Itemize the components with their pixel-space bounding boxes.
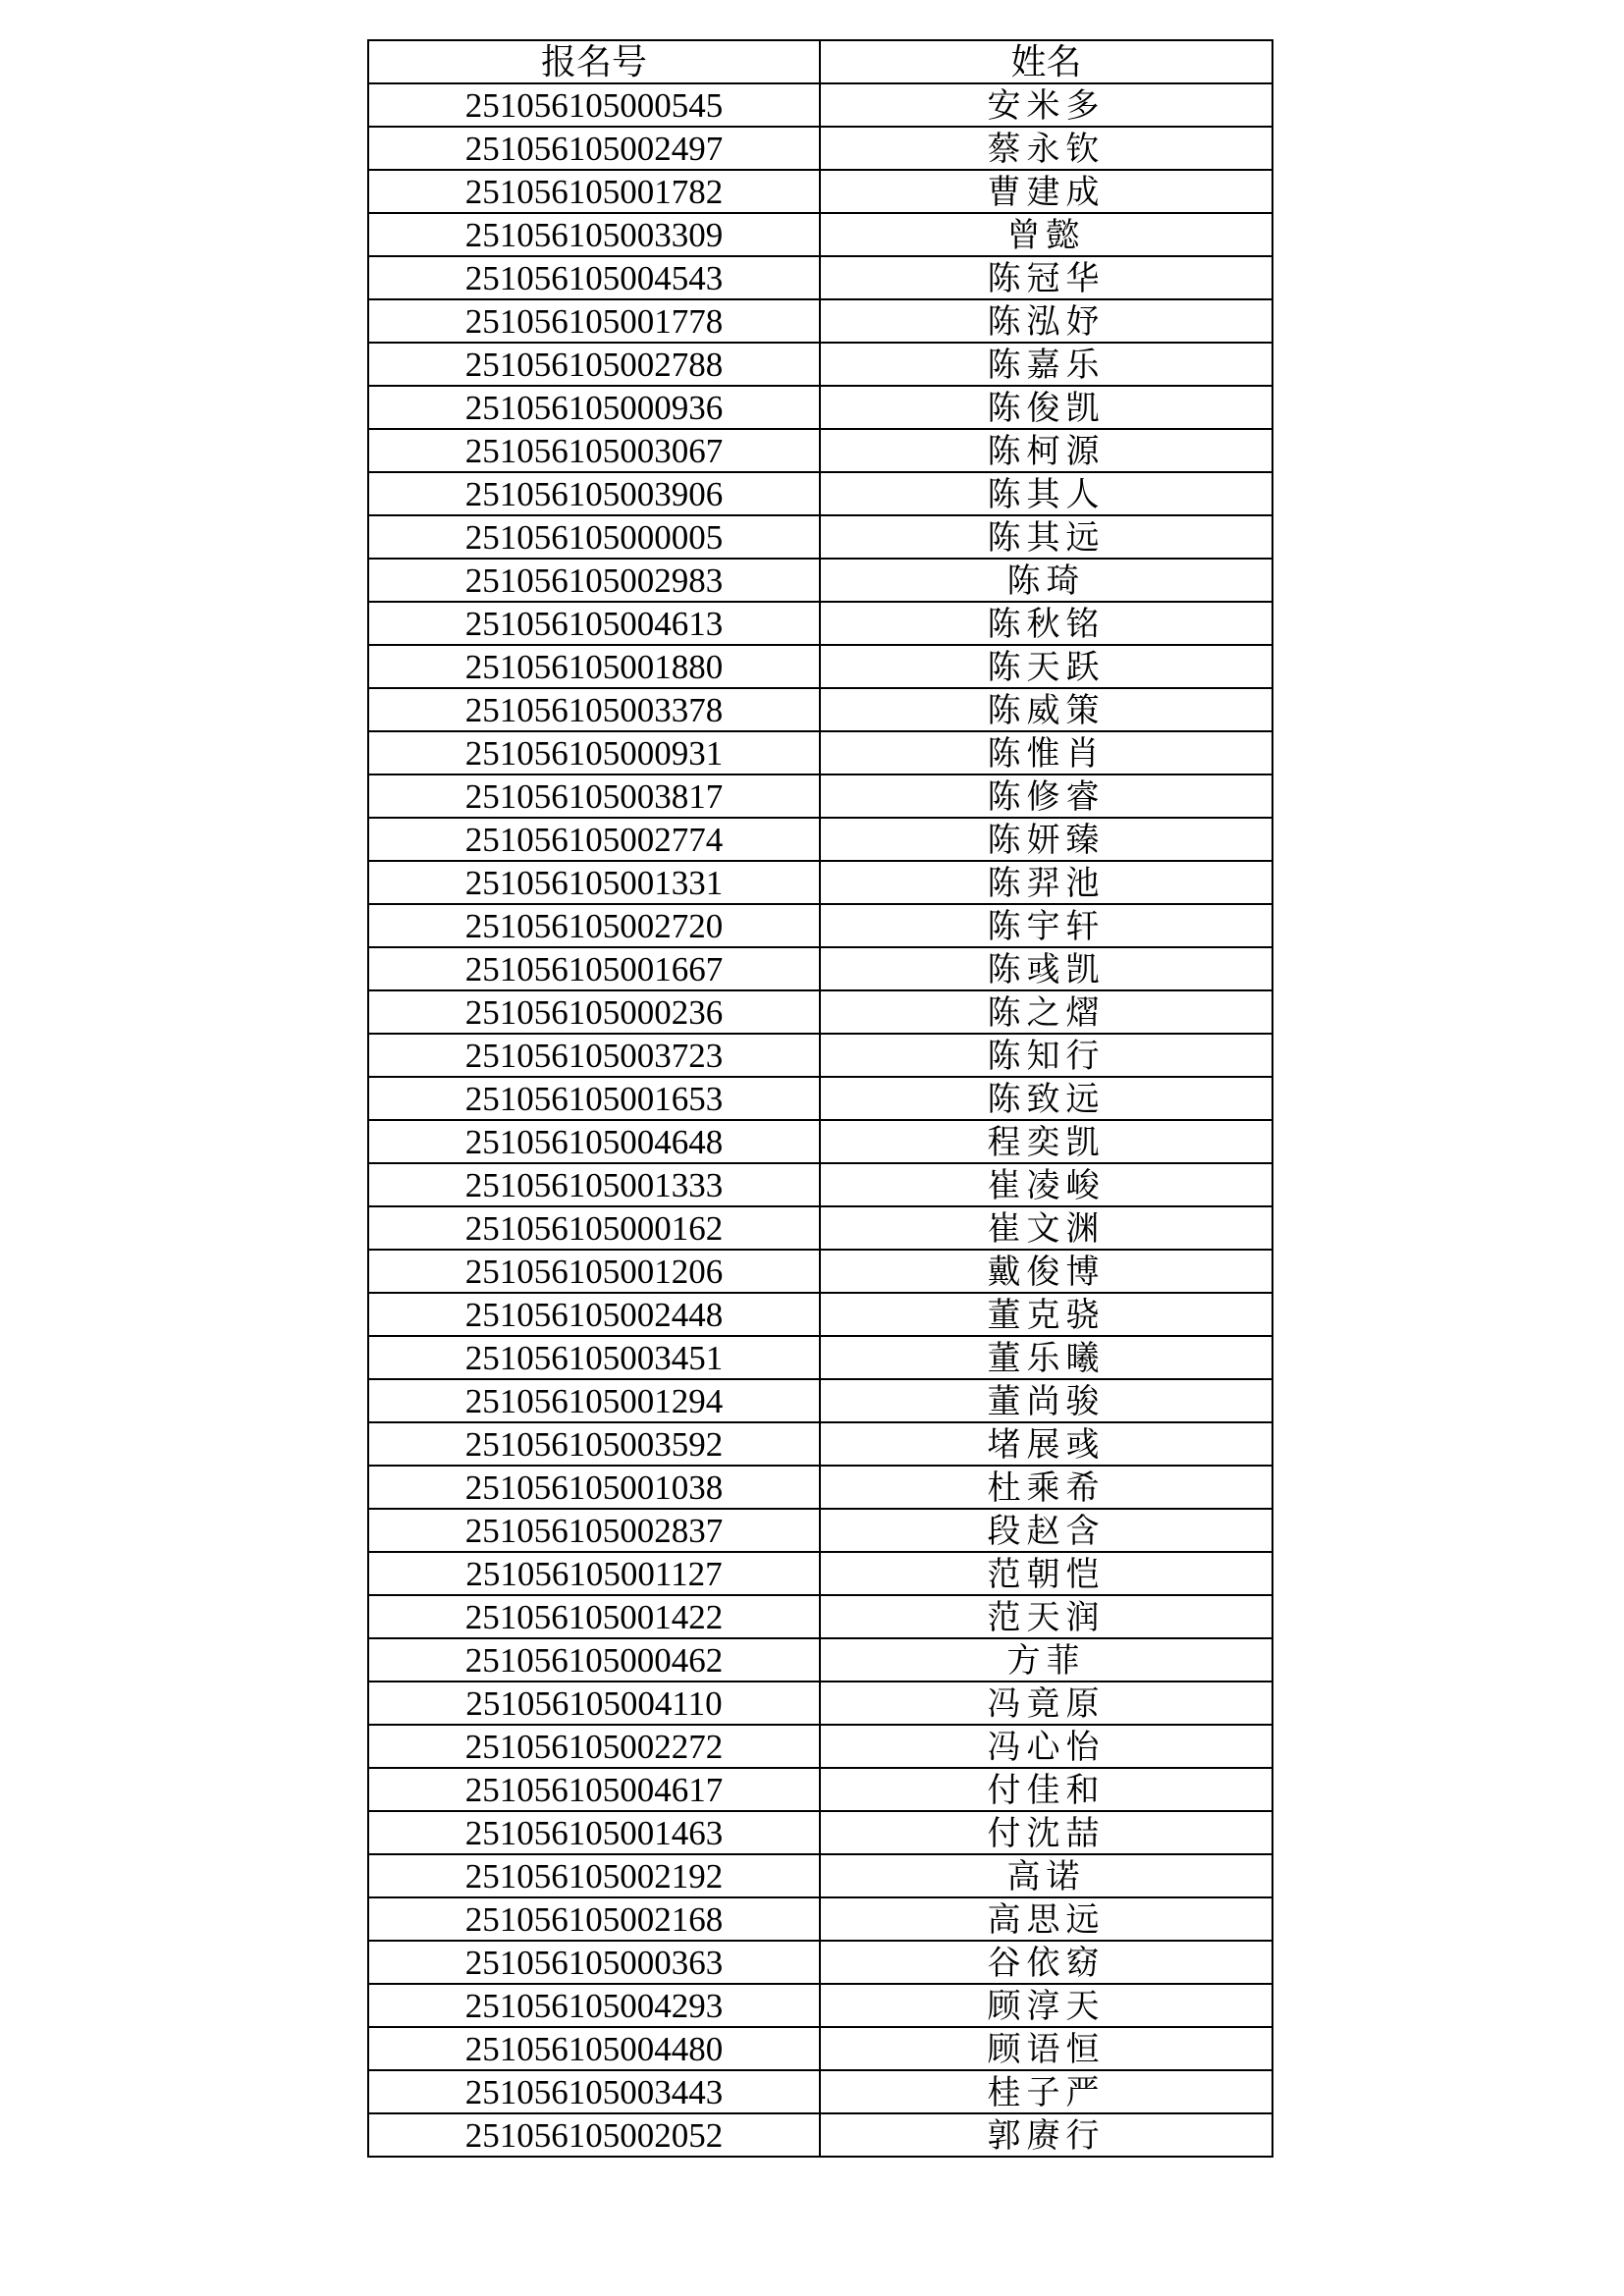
- registration-number-cell: 251056105000931: [368, 731, 820, 774]
- table-row: [368, 1768, 1272, 1811]
- registration-number-cell: 251056105001422: [368, 1595, 820, 1638]
- registration-number-cell: 251056105000545: [368, 83, 820, 127]
- name-cell: 安米多: [820, 83, 1272, 127]
- name-cell: 方菲: [820, 1638, 1272, 1682]
- registration-number-cell: 251056105003451: [368, 1336, 820, 1379]
- name-cell: 高思远: [820, 1897, 1272, 1941]
- table-row: [368, 602, 1272, 645]
- name-cell: 陈冠华: [820, 256, 1272, 299]
- registration-number-cell: 251056105003378: [368, 688, 820, 731]
- table-row: [368, 861, 1272, 904]
- registration-number-cell: 251056105002788: [368, 343, 820, 386]
- name-cell: 顾语恒: [820, 2027, 1272, 2070]
- name-cell: 陈之熠: [820, 990, 1272, 1034]
- name-cell: 陈彧凯: [820, 947, 1272, 990]
- registration-number-cell: 251056105002837: [368, 1509, 820, 1552]
- registration-number-cell: 251056105003906: [368, 472, 820, 515]
- name-cell: 堵展彧: [820, 1422, 1272, 1466]
- registration-number-cell: 251056105004543: [368, 256, 820, 299]
- registration-number-cell: 251056105004293: [368, 1984, 820, 2027]
- registration-number-cell: 251056105001463: [368, 1811, 820, 1854]
- table-row: [368, 1595, 1272, 1638]
- registration-number-cell: 251056105001880: [368, 645, 820, 688]
- registration-number-cell: 251056105000462: [368, 1638, 820, 1682]
- name-cell: 陈俊凯: [820, 386, 1272, 429]
- registration-number-cell: 251056105001653: [368, 1077, 820, 1120]
- table-row: [368, 299, 1272, 343]
- name-cell: 陈柯源: [820, 429, 1272, 472]
- name-cell: 陈天跃: [820, 645, 1272, 688]
- name-cell: 崔凌峻: [820, 1163, 1272, 1206]
- table-row: [368, 904, 1272, 947]
- table-row: [368, 1854, 1272, 1897]
- registration-number-cell: 251056105002983: [368, 559, 820, 602]
- registration-number-cell: 251056105003592: [368, 1422, 820, 1466]
- registration-number-cell: 251056105003723: [368, 1034, 820, 1077]
- name-cell: 董尚骏: [820, 1379, 1272, 1422]
- table-row: [368, 1206, 1272, 1250]
- registration-number-cell: 251056105001778: [368, 299, 820, 343]
- registration-number-cell: 251056105000363: [368, 1941, 820, 1984]
- table-row: [368, 2113, 1272, 2157]
- header-registration-number: 报名号: [368, 40, 820, 83]
- name-cell: 崔文渊: [820, 1206, 1272, 1250]
- registration-number-cell: 251056105000162: [368, 1206, 820, 1250]
- table-row: [368, 1811, 1272, 1854]
- table-row: [368, 1250, 1272, 1293]
- table-row: [368, 818, 1272, 861]
- table-row: [368, 170, 1272, 213]
- name-cell: 桂子严: [820, 2070, 1272, 2113]
- registration-number-cell: 251056105001331: [368, 861, 820, 904]
- name-cell: 付佳和: [820, 1768, 1272, 1811]
- table-row: [368, 1509, 1272, 1552]
- registration-number-cell: 251056105001127: [368, 1552, 820, 1595]
- table-row: [368, 645, 1272, 688]
- name-cell: 董克骁: [820, 1293, 1272, 1336]
- registration-number-cell: 251056105003309: [368, 213, 820, 256]
- table-row: [368, 1725, 1272, 1768]
- name-cell: 谷依窈: [820, 1941, 1272, 1984]
- roster-table: [367, 39, 1273, 2158]
- name-cell: 曹建成: [820, 170, 1272, 213]
- table-row: [368, 1466, 1272, 1509]
- name-cell: 陈致远: [820, 1077, 1272, 1120]
- table-row: [368, 1897, 1272, 1941]
- table-row: [368, 731, 1272, 774]
- registration-number-cell: 251056105001294: [368, 1379, 820, 1422]
- table-row: [368, 1120, 1272, 1163]
- name-cell: 冯竟原: [820, 1682, 1272, 1725]
- name-cell: 段赵含: [820, 1509, 1272, 1552]
- table-row: [368, 1379, 1272, 1422]
- table-row: [368, 947, 1272, 990]
- registration-number-cell: 251056105000005: [368, 515, 820, 559]
- registration-number-cell: 251056105001038: [368, 1466, 820, 1509]
- registration-number-cell: 251056105002168: [368, 1897, 820, 1941]
- table-row: [368, 688, 1272, 731]
- name-cell: 陈知行: [820, 1034, 1272, 1077]
- header-name: 姓名: [820, 40, 1272, 83]
- registration-number-cell: 251056105002192: [368, 1854, 820, 1897]
- table-row: [368, 515, 1272, 559]
- roster-table-body: [368, 83, 1272, 2157]
- table-row: [368, 256, 1272, 299]
- registration-number-cell: 251056105001782: [368, 170, 820, 213]
- registration-number-cell: 251056105000936: [368, 386, 820, 429]
- registration-number-cell: 251056105003443: [368, 2070, 820, 2113]
- name-cell: 高诺: [820, 1854, 1272, 1897]
- registration-number-cell: 251056105000236: [368, 990, 820, 1034]
- name-cell: 付沈喆: [820, 1811, 1272, 1854]
- registration-number-cell: 251056105002720: [368, 904, 820, 947]
- table-row: [368, 1293, 1272, 1336]
- name-cell: 陈宇轩: [820, 904, 1272, 947]
- name-cell: 冯心怡: [820, 1725, 1272, 1768]
- roster-table-header: [368, 40, 1272, 83]
- name-cell: 陈泓妤: [820, 299, 1272, 343]
- table-row: [368, 1552, 1272, 1595]
- name-cell: 陈秋铭: [820, 602, 1272, 645]
- name-cell: 顾淳天: [820, 1984, 1272, 2027]
- registration-number-cell: 251056105004613: [368, 602, 820, 645]
- name-cell: 郭赓行: [820, 2113, 1272, 2157]
- registration-number-cell: 251056105002448: [368, 1293, 820, 1336]
- table-row: [368, 1984, 1272, 2027]
- registration-number-cell: 251056105001333: [368, 1163, 820, 1206]
- name-cell: 曾懿: [820, 213, 1272, 256]
- table-row: [368, 343, 1272, 386]
- table-row: [368, 1422, 1272, 1466]
- name-cell: 陈其远: [820, 515, 1272, 559]
- table-row: [368, 1336, 1272, 1379]
- table-row: [368, 2027, 1272, 2070]
- name-cell: 陈修睿: [820, 774, 1272, 818]
- table-row: [368, 990, 1272, 1034]
- name-cell: 程奕凯: [820, 1120, 1272, 1163]
- name-cell: 戴俊博: [820, 1250, 1272, 1293]
- table-row: [368, 127, 1272, 170]
- registration-number-cell: 251056105002052: [368, 2113, 820, 2157]
- registration-number-cell: 251056105004617: [368, 1768, 820, 1811]
- registration-number-cell: 251056105004110: [368, 1682, 820, 1725]
- registration-number-cell: 251056105004648: [368, 1120, 820, 1163]
- name-cell: 陈羿池: [820, 861, 1272, 904]
- name-cell: 陈妍臻: [820, 818, 1272, 861]
- table-row: [368, 429, 1272, 472]
- name-cell: 范天润: [820, 1595, 1272, 1638]
- name-cell: 陈琦: [820, 559, 1272, 602]
- table-row: [368, 213, 1272, 256]
- registration-number-cell: 251056105002497: [368, 127, 820, 170]
- name-cell: 蔡永钦: [820, 127, 1272, 170]
- table-row: [368, 83, 1272, 127]
- table-row: [368, 386, 1272, 429]
- table-row: [368, 1638, 1272, 1682]
- table-row: [368, 1163, 1272, 1206]
- name-cell: 杜乘希: [820, 1466, 1272, 1509]
- table-row: [368, 1077, 1272, 1120]
- name-cell: 陈威策: [820, 688, 1272, 731]
- table-row: [368, 559, 1272, 602]
- table-row: [368, 774, 1272, 818]
- header-row: [368, 40, 1272, 83]
- table-row: [368, 472, 1272, 515]
- registration-number-cell: 251056105004480: [368, 2027, 820, 2070]
- registration-number-cell: 251056105003067: [368, 429, 820, 472]
- table-row: [368, 1682, 1272, 1725]
- registration-number-cell: 251056105001667: [368, 947, 820, 990]
- registration-number-cell: 251056105002272: [368, 1725, 820, 1768]
- name-cell: 范朝恺: [820, 1552, 1272, 1595]
- registration-number-cell: 251056105001206: [368, 1250, 820, 1293]
- table-row: [368, 1034, 1272, 1077]
- table-row: [368, 1941, 1272, 1984]
- table-row: [368, 2070, 1272, 2113]
- name-cell: 陈惟肖: [820, 731, 1272, 774]
- name-cell: 董乐曦: [820, 1336, 1272, 1379]
- name-cell: 陈嘉乐: [820, 343, 1272, 386]
- name-cell: 陈其人: [820, 472, 1272, 515]
- registration-number-cell: 251056105002774: [368, 818, 820, 861]
- registration-number-cell: 251056105003817: [368, 774, 820, 818]
